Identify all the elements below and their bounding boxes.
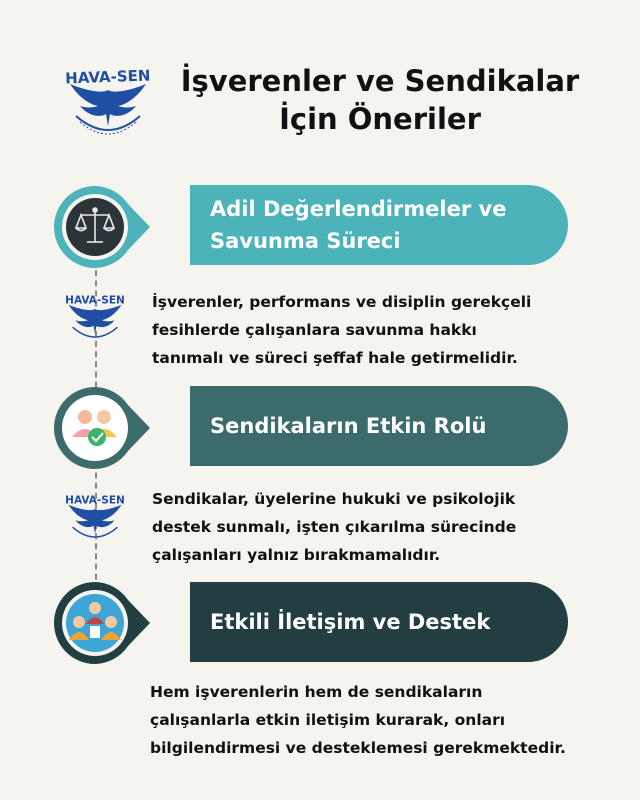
section-2-body (152, 485, 592, 569)
section-2-body-line: Sendikalar, üyelerine hukuki ve psikolojik (152, 490, 516, 508)
hava-sen-logo-small-2 (62, 488, 128, 548)
section-1-heading (190, 185, 568, 265)
section-1-body-line: fesihlerde çalışanlara savunma hakkı (152, 321, 477, 339)
section-3-body (150, 678, 590, 762)
section-3-heading (190, 582, 568, 662)
section-1-body-line: İşverenler, performans ve disiplin gerekçeli (152, 293, 532, 311)
title-line-1: İşverenler ve Sendikalar (180, 64, 580, 98)
section-3-heading-line-1: Etkili İletişim ve Destek (210, 610, 491, 634)
section-3-badge (52, 580, 152, 670)
section-3-body-line: Hem işverenlerin hem de sendikaların (150, 683, 483, 701)
section-1-body (152, 288, 592, 372)
section-1-heading-line-1: Adil Değerlendirmeler ve (210, 197, 507, 221)
hava-sen-logo-small-1 (62, 288, 128, 348)
section-3-body-line: çalışanlarla etkin iletişim kurarak, onları (150, 711, 506, 729)
eagle-logo-icon (62, 288, 128, 344)
section-2-heading-line-1: Sendikaların Etkin Rolü (210, 414, 487, 438)
eagle-logo-icon (62, 488, 128, 544)
section-2-heading (190, 386, 568, 466)
page-title (170, 62, 590, 138)
section-2-body-line: çalışanları yalnız bırakmamalıdır. (152, 546, 441, 564)
section-1-badge (52, 184, 152, 274)
hava-sen-logo (62, 60, 154, 144)
svg-text:HAVA-SEN: HAVA-SEN (65, 494, 125, 507)
section-3-body-line: bilgilendirmesi ve desteklemesi gerekmektedir. (150, 739, 566, 757)
eagle-logo-icon (62, 60, 154, 140)
section-2-badge (52, 385, 152, 475)
section-1-body-line: tanımalı ve süreci şeffaf hale getirmelidir. (152, 349, 518, 367)
section-1-heading-line-2: Savunma Süreci (210, 229, 401, 253)
logo-text: HAVA-SEN (64, 66, 151, 88)
svg-text:HAVA-SEN: HAVA-SEN (65, 294, 125, 307)
title-line-2: İçin Öneriler (279, 102, 481, 136)
section-2-body-line: destek sunmalı, işten çıkarılma sürecinde (152, 518, 517, 536)
